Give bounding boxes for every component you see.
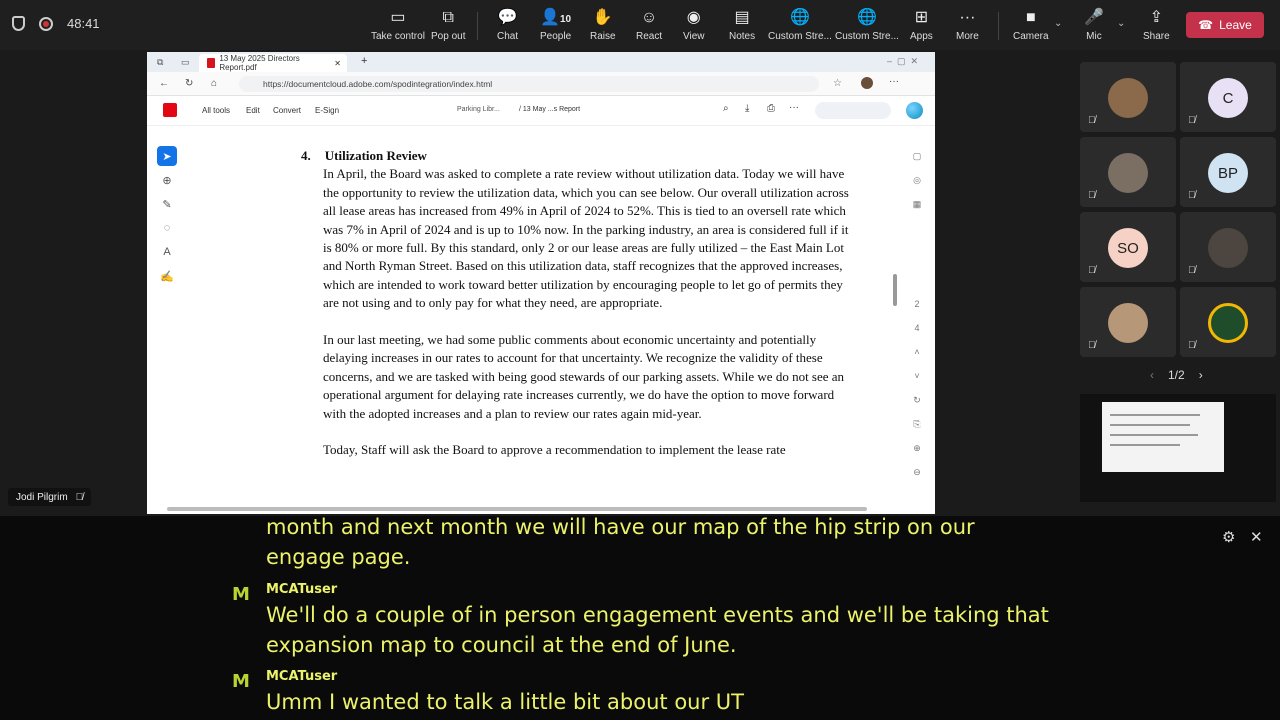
pop-out-icon: ⧉ [442,9,454,26]
react-icon: ☺ [640,9,658,26]
speaker-logo-icon: M [232,584,250,605]
thumbnail-line [1110,424,1190,426]
raise-hand-button[interactable]: ✋ Raise [590,9,616,42]
sync-icon[interactable]: ◎ [913,174,921,185]
gallery-pager [1150,368,1203,382]
shield-icon [12,16,25,31]
previous-page-icon[interactable]: ‹ [1150,368,1154,382]
meeting-status [12,16,100,31]
browser-menu-icon[interactable]: ··· [889,76,899,87]
fit-page-icon[interactable]: ⎘ [913,418,921,429]
search-icon[interactable]: ⌕ [723,103,729,114]
custom-stream-icon: 🌐 [856,9,877,26]
participant-tile[interactable] [1180,212,1276,282]
favorites-icon[interactable]: ☆ [833,78,842,89]
shared-screen [147,52,935,514]
live-captions-panel [0,516,1280,720]
paragraph: In April, the Board was asked to complete a rate review without utilization data. Today we will have the opportunity to review the utilization data, which you can see below. Our overall utilization across all lease areas has increased from 49% in April of 2024 to 52%. This is tied to an oversell rate which was 7% in April of 2024 and is up to 10% now. In the parking industry, an area is considered full if it is 80% or more full. By this standard, only 2 or our lease areas are fully utilized – the East Main Lot and North Ryman Street. Based on this utilization data, staff recognizes that the approved increases, which are intended to work toward better utilization by encouraging people to let go of permits they are not using and to only pay for what they need, are appropriate. [323,166,849,311]
participant-tile[interactable] [1080,137,1176,207]
zoom-in-icon[interactable]: ⊕ [913,442,921,453]
mic-off-icon: 🎙̸ [1188,340,1196,351]
speaker-logo-icon: M [232,671,250,692]
zoom-out-icon[interactable]: ⊖ [913,466,921,477]
page-down-icon[interactable]: ˅ [914,371,920,381]
mic-off-icon: 🎙̸ [1088,265,1096,276]
people-icon: 👤10 [540,9,572,26]
page-navigation-rail [907,144,927,484]
divider [998,12,999,40]
mic-off-icon: 🎙̸ [1188,190,1196,201]
convert-menu[interactable]: Convert [273,106,302,115]
more-icon: ··· [959,9,976,26]
section-number: 4. [301,148,311,163]
more-options-icon[interactable]: ··· [789,102,799,113]
participant-photo [1108,153,1148,193]
presenter-label [8,488,91,506]
thumbnail-line [1110,414,1200,416]
mic-button[interactable]: 🎤 Mic [1084,9,1104,42]
chat-button[interactable]: 💬 Chat [497,9,519,42]
meeting-timer: 48:41 [67,16,100,31]
comments-icon[interactable]: ▢ [912,150,922,161]
lasso-tool-icon[interactable]: ◌ [163,222,171,234]
rotate-icon[interactable]: ↻ [913,394,921,405]
thumbnail-preview [1102,402,1224,472]
paragraph: In our last meeting, we had some public comments about economic uncertainty and potentially delaying increases in our rates to account for that uncertainty. We recognize the validity of these concerns, and we are tasked with being good stewards of our parking assets. While we do not see an operational argument for delaying rate increases currently, we do have the option to move forward with the adopted increases and a plan to review our rates again mid-year. [323,332,845,421]
close-captions-icon[interactable]: ✕ [1250,529,1263,546]
screen-share-thumbnail[interactable] [1080,394,1276,502]
download-icon[interactable]: ⤓ [745,103,750,114]
apps-icon: ⊞ [914,9,929,26]
caption-text: Umm I wanted to talk a little bit about our UT [266,690,744,714]
pdf-icon [207,58,215,68]
leave-button[interactable]: ☎ Leave [1186,12,1264,38]
pdf-page-content [297,147,857,478]
caption-text: We'll do a couple of in person engagement events and we'll be taking that expansion map to council at the end of June. [266,603,1049,657]
print-icon[interactable]: ⎙ [767,103,775,114]
vertical-scrollbar[interactable] [893,274,897,306]
participant-tile[interactable] [1180,62,1276,132]
participant-tile[interactable] [1080,212,1176,282]
people-count: 10 [559,14,572,25]
mic-off-icon: 🎙̸ [75,491,84,503]
acrobat-toolbar [147,96,935,126]
mic-off-icon: 🎙̸ [1088,115,1096,126]
participant-tile[interactable] [1180,137,1276,207]
window-controls[interactable]: – ▢ ✕ [887,56,919,66]
view-button[interactable]: ◉ View [683,9,705,42]
camera-icon: ■ [1025,9,1036,26]
participant-avatar: C [1208,78,1248,118]
view-icon: ◉ [686,9,701,26]
apps-button[interactable]: ⊞ Apps [910,9,933,42]
caption-speaker: MCATuser [266,669,338,684]
participant-avatar: SO [1108,228,1148,268]
mic-options-chevron-icon[interactable]: ⌄ [1117,18,1126,29]
refresh-icon[interactable]: ↻ [185,78,194,89]
mic-icon: 🎤 [1084,9,1104,26]
breadcrumb-folder[interactable]: Parking Libr... [457,106,500,113]
chat-icon: 💬 [497,9,518,26]
participant-photo [1108,303,1148,343]
caption-settings-icon[interactable]: ⚙ [1222,529,1236,546]
zoom-tool-icon[interactable]: ⊕ [162,174,172,187]
section-heading [301,147,857,165]
participant-photo [1208,228,1248,268]
share-icon: ⇪ [1149,9,1164,26]
custom-stream-icon: 🌐 [789,9,810,26]
new-tab-icon[interactable]: + [361,55,368,67]
browser-tab-bar [147,52,935,72]
meeting-toolbar [0,0,1280,50]
home-icon[interactable]: ⌂ [211,78,218,89]
react-button[interactable]: ☺ React [636,9,663,42]
close-tab-icon[interactable]: ✕ [334,58,341,68]
more-button[interactable]: ··· More [956,9,979,42]
mic-off-icon: 🎙̸ [1188,115,1196,126]
custom-stream-button-2[interactable]: 🌐 Custom Stre... [835,9,899,42]
recording-icon [39,17,53,31]
back-icon[interactable]: ← [159,78,169,89]
participant-tile[interactable] [1080,62,1176,132]
tab-actions-icon[interactable]: ⧉ [157,57,164,67]
pen-tool-icon[interactable]: ✎ [162,198,172,211]
total-pages: 4 [914,323,920,333]
breadcrumb-file[interactable]: / 13 May ...s Report [519,106,581,113]
caption-speaker: MCATuser [266,582,338,597]
address-bar [147,72,935,96]
team-logo [1208,303,1248,343]
participant-tile[interactable] [1080,287,1176,357]
horizontal-scrollbar[interactable] [167,507,867,511]
current-page-number[interactable]: 2 [914,299,920,309]
camera-button[interactable]: ■ Camera [1013,9,1049,42]
take-control-button[interactable]: ▭ Take control [371,9,425,42]
tab-list-icon[interactable]: ▭ [181,57,190,67]
url-field[interactable]: https://documentcloud.adobe.com/spodintegration/index.html [239,76,819,92]
notes-button[interactable]: ▤ Notes [729,9,756,42]
paragraph: Today, Staff will ask the Board to approve a recommendation to implement the lease rate [323,442,786,458]
custom-stream-button-1[interactable]: 🌐 Custom Stre... [768,9,832,42]
action-pill-button[interactable] [815,102,891,119]
mic-off-icon: 🎙̸ [1088,190,1096,201]
edit-menu[interactable]: Edit [246,106,260,115]
notes-icon: ▤ [734,9,750,26]
participant-avatar: BP [1208,153,1248,193]
participant-tile[interactable] [1180,287,1276,357]
text-tool-icon[interactable]: A [163,246,171,258]
ai-assistant-icon[interactable] [906,102,923,119]
caption-text: month and next month we will have our map of the hip strip on our engage page. [266,515,975,569]
section-title: Utilization Review [324,148,427,163]
share-button[interactable]: ⇪ Share [1143,9,1170,42]
thumbnails-icon[interactable]: ▦ [912,198,922,209]
mic-off-icon: 🎙̸ [1188,265,1196,276]
page-up-icon[interactable]: ˄ [914,347,920,357]
raise-hand-icon: ✋ [592,9,613,26]
presenter-name: Jodi Pilgrim [16,491,68,503]
browser-tab[interactable]: 13 May 2025 Directors Report.pdf ✕ [199,54,347,72]
divider [477,12,478,40]
thumbnail-line [1110,444,1180,446]
gallery-page-indicator: 1/2 [1168,368,1185,382]
next-page-icon[interactable]: › [1198,368,1203,382]
pop-out-button[interactable]: ⧉ Pop out [431,9,466,42]
people-button[interactable]: 👤10 People [540,9,572,42]
take-control-icon: ▭ [390,9,406,26]
esign-menu[interactable]: E-Sign [315,106,340,115]
annotation-tools [157,146,181,290]
sign-tool-icon[interactable]: ✍ [160,270,174,283]
phone-hangup-icon: ☎ [1198,18,1214,32]
acrobat-logo [163,103,177,117]
all-tools-menu[interactable]: All tools [202,106,231,115]
thumbnail-line [1110,434,1198,436]
profile-avatar[interactable] [861,77,873,89]
select-tool-icon[interactable]: ➤ [157,146,177,166]
participant-photo [1108,78,1148,118]
camera-options-chevron-icon[interactable]: ⌄ [1054,18,1063,29]
mic-off-icon: 🎙̸ [1088,340,1096,351]
